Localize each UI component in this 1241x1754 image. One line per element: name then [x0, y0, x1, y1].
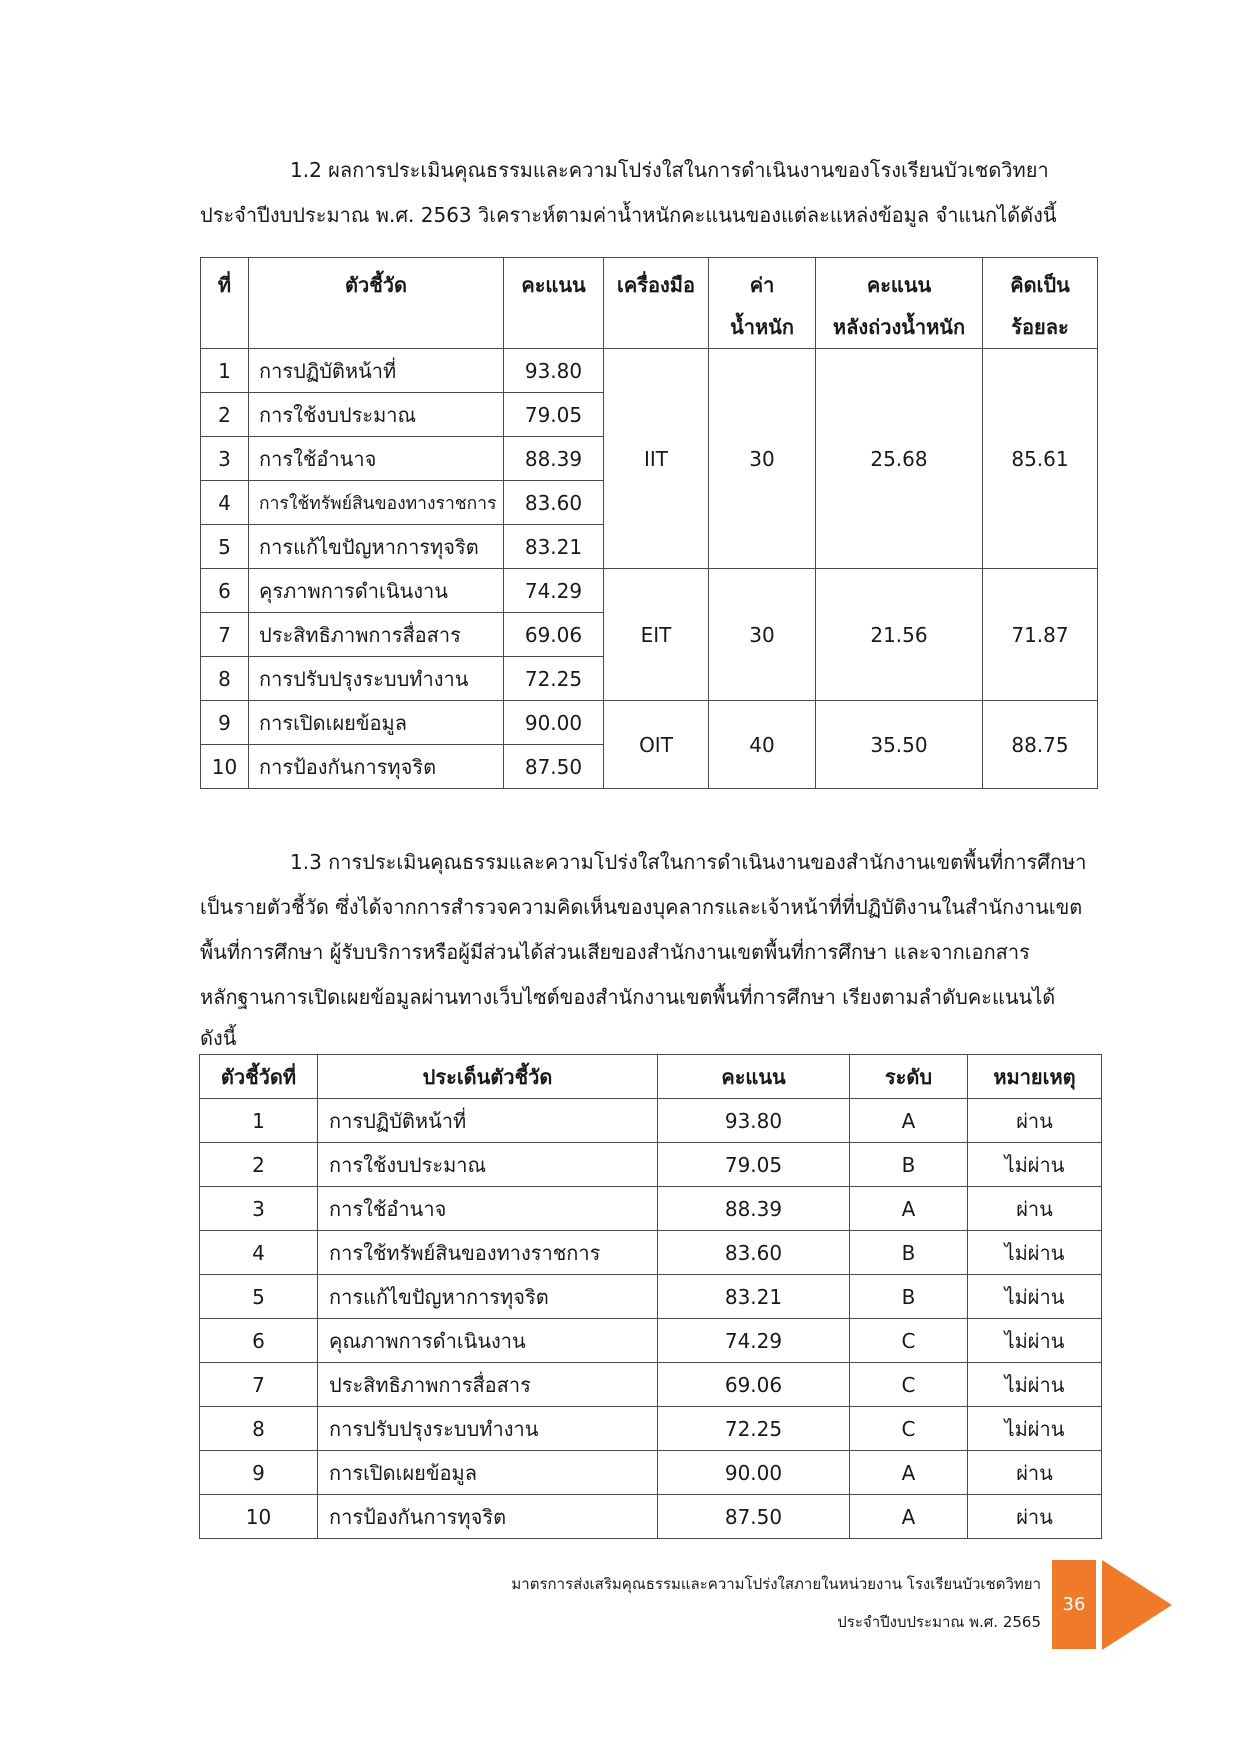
row-score: 83.21	[658, 1275, 850, 1319]
row-score: 93.80	[658, 1099, 850, 1143]
row-no: 6	[201, 569, 249, 613]
group-weight: 30	[709, 569, 816, 701]
group-percent: 85.61	[983, 349, 1098, 569]
row-no: 1	[200, 1099, 318, 1143]
section-1-2-line-2: ประจำปีงบประมาณ พ.ศ. 2563 วิเคราะห์ตามค่าน้ำหนักคะแนนของแต่ละแหล่งข้อมูล จำแนกได้ดังนี้	[200, 203, 1057, 227]
row-score: 87.50	[658, 1495, 850, 1539]
row-note: ผ่าน	[968, 1187, 1102, 1231]
table-row	[200, 1187, 1102, 1231]
section-1-3-paragraph	[200, 840, 1095, 1056]
row-no: 3	[200, 1187, 318, 1231]
row-issue: การเปิดเผยข้อมูล	[318, 1451, 658, 1495]
row-score: 83.60	[504, 481, 604, 525]
table-row	[200, 1231, 1102, 1275]
section-1-2-line-1: 1.2 ผลการประเมินคุณธรรมและความโปร่งใสในการดำเนินงานของโรงเรียนบัวเชดวิทยา	[290, 158, 1049, 182]
row-indicator: การแก้ไขปัญหาการทุจริต	[249, 525, 504, 569]
row-score: 83.21	[504, 525, 604, 569]
group-tool: OIT	[604, 701, 709, 789]
row-no: 4	[201, 481, 249, 525]
row-note: ผ่าน	[968, 1451, 1102, 1495]
table-row	[201, 701, 1098, 745]
table-header-row	[201, 258, 1098, 349]
header-issue: ประเด็นตัวชี้วัด	[318, 1055, 658, 1099]
header-no: ที่	[201, 258, 249, 349]
header-percent	[983, 258, 1098, 349]
header-weighted-score	[816, 258, 983, 349]
row-no: 7	[200, 1363, 318, 1407]
row-no: 10	[200, 1495, 318, 1539]
row-note: ผ่าน	[968, 1495, 1102, 1539]
header-indicator-no: ตัวชี้วัดที่	[200, 1055, 318, 1099]
row-level: A	[850, 1099, 968, 1143]
row-issue: การใช้งบประมาณ	[318, 1143, 658, 1187]
row-indicator: การเปิดเผยข้อมูล	[249, 701, 504, 745]
row-note: ไม่ผ่าน	[968, 1275, 1102, 1319]
row-issue: การใช้ทรัพย์สินของทางราชการ	[318, 1231, 658, 1275]
section-1-3-line-4: หลักฐานการเปิดเผยข้อมูลผ่านทางเว็บไซต์ของสำนักงานเขตพื้นที่การศึกษา เรียงตามลำดับคะแนนได้	[200, 985, 1056, 1009]
row-score: 88.39	[658, 1187, 850, 1231]
row-issue: การใช้อำนาจ	[318, 1187, 658, 1231]
row-score: 72.25	[658, 1407, 850, 1451]
row-score: 69.06	[658, 1363, 850, 1407]
row-note: ผ่าน	[968, 1099, 1102, 1143]
table-row	[200, 1275, 1102, 1319]
table-row	[200, 1407, 1102, 1451]
row-no: 8	[201, 657, 249, 701]
header-note: หมายเหตุ	[968, 1055, 1102, 1099]
row-issue: การปรับปรุงระบบทำงาน	[318, 1407, 658, 1451]
table-row	[200, 1099, 1102, 1143]
row-issue: การแก้ไขปัญหาการทุจริต	[318, 1275, 658, 1319]
row-level: C	[850, 1319, 968, 1363]
table-row	[201, 569, 1098, 613]
row-indicator: ประสิทธิภาพการสื่อสาร	[249, 613, 504, 657]
row-no: 5	[201, 525, 249, 569]
row-level: B	[850, 1143, 968, 1187]
row-no: 8	[200, 1407, 318, 1451]
row-no: 10	[201, 745, 249, 789]
group-weighted-score: 35.50	[816, 701, 983, 789]
row-score: 93.80	[504, 349, 604, 393]
row-level: C	[850, 1407, 968, 1451]
row-score: 79.05	[658, 1143, 850, 1187]
row-no: 7	[201, 613, 249, 657]
weighted-score-table	[200, 257, 1098, 789]
section-1-3-line-5: ดังนี้	[200, 1026, 237, 1050]
row-issue: คุณภาพการดำเนินงาน	[318, 1319, 658, 1363]
row-score: 72.25	[504, 657, 604, 701]
header-weighted-line-1: คะแนน	[866, 273, 932, 297]
group-weight: 40	[709, 701, 816, 789]
row-indicator: การใช้อำนาจ	[249, 437, 504, 481]
row-no: 2	[201, 393, 249, 437]
row-score: 88.39	[504, 437, 604, 481]
header-percent-line-2: ร้อยละ	[1011, 315, 1069, 339]
row-score: 74.29	[504, 569, 604, 613]
header-indicator: ตัวชี้วัด	[249, 258, 504, 349]
table-row	[201, 349, 1098, 393]
row-issue: ประสิทธิภาพการสื่อสาร	[318, 1363, 658, 1407]
footer-fiscal-year: ประจำปีงบประมาณ พ.ศ. 2565	[837, 1613, 1041, 1631]
row-level: B	[850, 1275, 968, 1319]
row-no: 6	[200, 1319, 318, 1363]
row-score: 90.00	[504, 701, 604, 745]
row-no: 9	[200, 1451, 318, 1495]
page-arrow-icon	[1102, 1560, 1172, 1650]
row-level: A	[850, 1187, 968, 1231]
header-tool: เครื่องมือ	[604, 258, 709, 349]
table-row	[200, 1495, 1102, 1539]
row-level: B	[850, 1231, 968, 1275]
row-note: ไม่ผ่าน	[968, 1143, 1102, 1187]
group-weighted-score: 25.68	[816, 349, 983, 569]
header-weighted-line-2: หลังถ่วงน้ำหนัก	[832, 315, 966, 339]
header-weight-line-1: ค่า	[749, 273, 775, 297]
row-score: 83.60	[658, 1231, 850, 1275]
header-score: คะแนน	[504, 258, 604, 349]
row-issue: การปฏิบัติหน้าที่	[318, 1099, 658, 1143]
row-indicator: การปรับปรุงระบบทำงาน	[249, 657, 504, 701]
row-no: 9	[201, 701, 249, 745]
row-note: ไม่ผ่าน	[968, 1407, 1102, 1451]
row-indicator: คุรภาพการดำเนินงาน	[249, 569, 504, 613]
row-indicator: การใช้งบประมาณ	[249, 393, 504, 437]
row-level: A	[850, 1495, 968, 1539]
group-percent: 71.87	[983, 569, 1098, 701]
table-header-row	[200, 1055, 1102, 1099]
row-note: ไม่ผ่าน	[968, 1363, 1102, 1407]
row-level: A	[850, 1451, 968, 1495]
table-row	[200, 1363, 1102, 1407]
row-no: 3	[201, 437, 249, 481]
group-tool: EIT	[604, 569, 709, 701]
row-level: C	[850, 1363, 968, 1407]
row-issue: การป้องกันการทุจริต	[318, 1495, 658, 1539]
header-percent-line-1: คิดเป็น	[1010, 273, 1070, 297]
row-note: ไม่ผ่าน	[968, 1231, 1102, 1275]
section-1-2-paragraph	[200, 148, 1095, 238]
row-score: 79.05	[504, 393, 604, 437]
page-number: 36	[1052, 1560, 1096, 1649]
row-indicator: การใช้ทรัพย์สินของทางราชการ	[249, 481, 504, 525]
group-percent: 88.75	[983, 701, 1098, 789]
row-no: 5	[200, 1275, 318, 1319]
section-1-3-line-1: 1.3 การประเมินคุณธรรมและความโปร่งใสในการดำเนินงานของสำนักงานเขตพื้นที่การศึกษา	[290, 850, 1087, 874]
indicator-level-table	[199, 1054, 1102, 1539]
footer-title: มาตรการส่งเสริมคุณธรรมและความโปร่งใสภายในหน่วยงาน โรงเรียนบัวเชดวิทยา	[511, 1575, 1041, 1593]
header-score: คะแนน	[658, 1055, 850, 1099]
row-score: 87.50	[504, 745, 604, 789]
group-weight: 30	[709, 349, 816, 569]
row-no: 1	[201, 349, 249, 393]
header-level: ระดับ	[850, 1055, 968, 1099]
table-row	[200, 1319, 1102, 1363]
table-row	[200, 1451, 1102, 1495]
row-score: 90.00	[658, 1451, 850, 1495]
row-indicator: การปฏิบัติหน้าที่	[249, 349, 504, 393]
section-1-3-line-2: เป็นรายตัวชี้วัด ซึ่งได้จากการสำรวจความคิดเห็นของบุคลากรและเจ้าหน้าที่ที่ปฏิบัติงานในสำนักงานเขต	[200, 895, 1083, 919]
row-score: 69.06	[504, 613, 604, 657]
table-row	[200, 1143, 1102, 1187]
header-weight	[709, 258, 816, 349]
group-tool: IIT	[604, 349, 709, 569]
row-note: ไม่ผ่าน	[968, 1319, 1102, 1363]
header-weight-line-2: น้ำหนัก	[730, 315, 794, 339]
section-1-3-line-3: พื้นที่การศึกษา ผู้รับบริการหรือผู้มีส่วนได้ส่วนเสียของสำนักงานเขตพื้นที่การศึกษา และจากเอกสาร	[200, 940, 1030, 964]
row-score: 74.29	[658, 1319, 850, 1363]
row-no: 4	[200, 1231, 318, 1275]
row-indicator: การป้องกันการทุจริต	[249, 745, 504, 789]
group-weighted-score: 21.56	[816, 569, 983, 701]
row-no: 2	[200, 1143, 318, 1187]
